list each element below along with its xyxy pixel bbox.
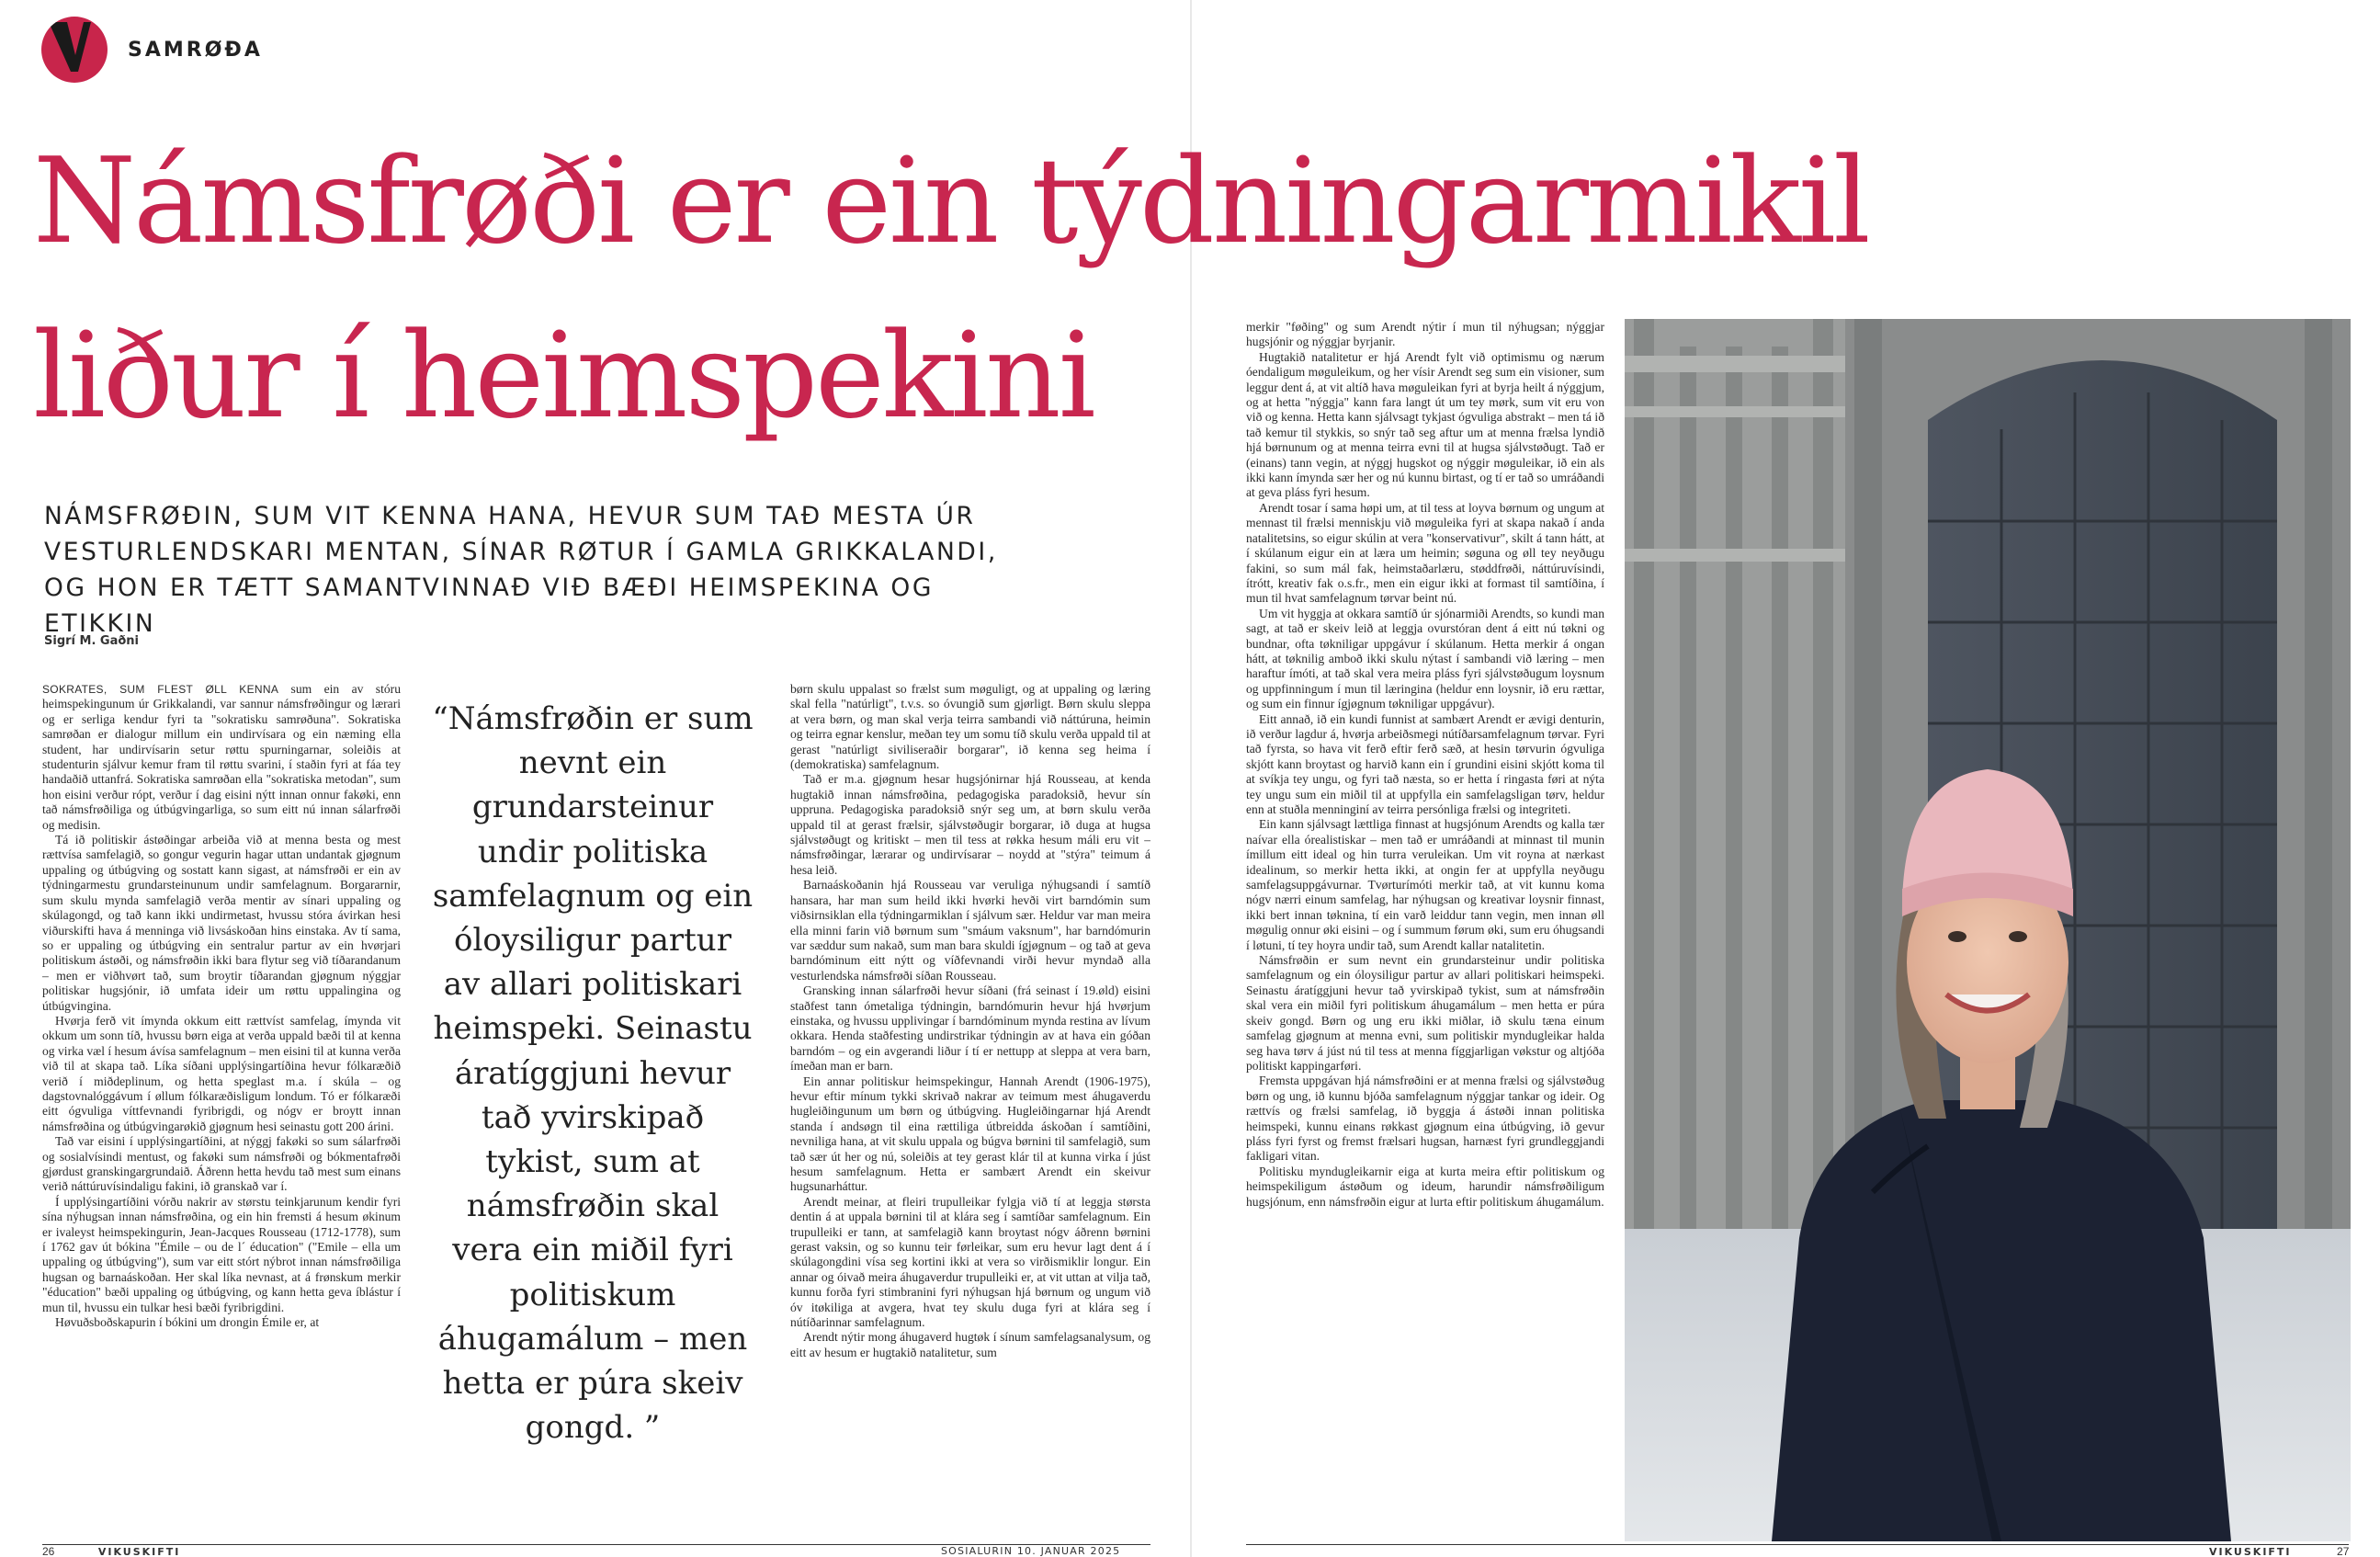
body-column-3 bbox=[1246, 320, 1604, 1531]
body-paragraph: Ein kann sjálvsagt lættliga finnast at hugsjónum Arendts og kalla tær naívar ella órealistiskar – men tað er umráðandi at minnast til munin ímillum eitt ideal og hin turra veruleikan. Um vit royna at nærkast idealinum, so merkir hetta ikki, at ongin fer at uppfylla neyðugu samfelagsuppgávurnar. Tvørturímóti merkir tað, at vit kunnu koma nógv nærri einum samfelag, har nýhugsan og kreativar loysnir finnast, ikki bert innan tøknina, tí ein varð leiddur tann vegin, men innan øll møgulig onnur øki eisini – og í summum førum øki, sum eru óhugsandi í løtuni, tí tey hoyra undir tað, sum Arendt kallar natalitetin. bbox=[1246, 817, 1604, 952]
publication-title-left: VIKUSKIFTI bbox=[97, 1546, 181, 1557]
portrait-illustration bbox=[1625, 319, 2351, 1541]
page-number-left: 26 bbox=[42, 1545, 55, 1557]
footer-right bbox=[2209, 1545, 2349, 1557]
page-number-right: 27 bbox=[2337, 1545, 2350, 1557]
section-label: SAMRØÐA bbox=[128, 38, 263, 62]
publication-title-right: VIKUSKIFTI bbox=[2209, 1546, 2292, 1557]
body-paragraph: Ein annar politiskur heimspekingur, Hannah Arendt (1906-1975), hevur eftir mínum tykki skrivað nakrar av teimum mest áhugaverdu hugleiðingunum um børn og útbúgving. Hugleiðingarnar hjá Arendt standa í andsøgn til eina rættiliga útbreidda áskoðan í samtíðini, nevniliga hana, at vit skulu uppala og búgva børnini til samfelagið, sum tað sær út her og nú, soleiðis at tey gerast klár til at kunna virka í júst hesum samfelagnum. Hetta er sambært Arendt ein skeivur hugsunarháttur. bbox=[790, 1074, 1150, 1194]
body-paragraph: børn skulu uppalast so frælst sum møguligt, og at uppaling og læring skal fella "natúrligt", t.v.s. so óvungið sum gjørligt. Børn skulu sleppa at vera børn, og man skal verja teirra sambandi við náttúruna, heimin og teirra egnar kenslur, meðan tey um somu tíð skulu verða uppald til at gerast "natúrligt siviliseraðir borgarar", ið kenna seg heima í (demokratiska) samfelagnum. bbox=[790, 682, 1150, 772]
body-paragraph: Um vit hyggja at okkara samtíð úr sjónarmiði Arendts, so kundi man sagt, at tað er skeiv leið at leggja ovurstóran dent á eitt nú tøkni og bundnar, ofta tøkniligar uppgávur í skúlanum. Hetta merkir á ongan hátt, at tøknilig amboð ikki skulu nýtast í sambandi við læring – men haraftur ímóti, at tað skal vera meira pláss fyri sjálvstøðugum loysnum og uppfinningum í mun til læringina (heldur enn loysnir, ið eru rættar, og sum ein finnur ígjøgnum tøkniligar uppgávur). bbox=[1246, 606, 1604, 711]
body-column-1 bbox=[42, 682, 401, 1532]
body-paragraph: Tað er m.a. gjøgnum hesar hugsjónirnar hjá Rousseau, at kenda hugtakið innan námsfrøðina, pedagogiska paradoksið, hevur sín uppruna. Pedagogiska paradoksið snýr seg um, at børn skulu verða uppald til at gerast frælsir, sjálvstøðugir borgarar, ið duga at hugsa sjálvstøðugt og kritiskt – men til tess at røkka hesum máli eru vit – námsfrøðingar, lærarar og undirvísarar – noydd at "stýra" teimum á hesa leið. bbox=[790, 772, 1150, 877]
footer-left bbox=[42, 1545, 180, 1557]
body-paragraph: Politisku myndugleikarnir eiga at kurta meira eftir politiskum og heimspekiligum ástøðum og ideum, harundir námsfrøðiligum hugsjónum, enn námsfrøðin eigur at lurta eftir politiskum áhugamálum. bbox=[1246, 1164, 1604, 1209]
body-paragraph: Gransking innan sálarfrøði hevur síðani (frá seinast í 19.øld) eisini staðfest tann ómetaliga týdningin, barndómurin hevur hjá hvørjum einstaka, og hvussu upplivingar í barndóminum mynda restina av lívum okkara. Henda staðfesting undirstrikar týdningin av at hava ein góðan barndóm – og ein avgerandi liður í tí er nettupp at sleppa at vera barn, ímeðan man er barn. bbox=[790, 983, 1150, 1074]
body-paragraph: Arendt tosar í sama høpi um, at til tess at loyva børnum og ungum at mennast til frælsi menniskju við møguleika fyri at skapa nakað í anda natalitetsins, so eigur skúlin at vera "konservativur", skilt á tann hátt, at í skúlanum eigur ein at læra um heimin; søguna og øll tey neyðugu fakini, so sum mál fak, heimstaðarlæru, støddfrøði, náttúruvísindi, ítrótt, kreativ fak o.s.fr., men ein eigur ikki at formast til samtíðina, í mun til hvat samfelagnum tørvar beint nú. bbox=[1246, 500, 1604, 606]
body-paragraph: Í upplýsingartíðini vórðu nakrir av størstu teinkjarunum kendir fyri sína nýhugsan innan námsfrøðina, og ein hin fremsti á hesum økinum er ivaleyst heimspekingurin, Jean-Jacques Rousseau (1712-1778), sum í 1762 gav út bókina "Émile – ou de l´ éducation" ("Emile – ella um uppaling og útbúgving"), sum var eitt stórt nýbrot innan námsfrøðiliga hugsan og barnaáskoðan. Her skal líka nevnast, at á frønskum merkir "éducation" bæði uppaling og útbúgving, og kann hetta geva íblástur í mun til, hvussu ein tulkar hesi bæði fyribrigdini. bbox=[42, 1194, 401, 1314]
author-photo bbox=[1625, 319, 2351, 1541]
body-paragraph: Høvuðsboðskapurin í bókini um drongin Émile er, at bbox=[55, 1315, 320, 1330]
body-paragraph: Hvørja ferð vit ímynda okkum eitt rættvíst samfelag, ímynda vit okkum um sonn tíð, hvussu børn eiga at verða uppald bæði til at kenna og virka væl í hesum ávísa samfelagnum – men eisini til at kunna verða við til at skapa tað. Líka síðani upplýsingartíðina hevur fólkaræðið verið í miðdeplinum, og hetta speglast m.a. í skúla – og dagstovnalóggávum í øllum fólkaræðisligum londum. Tó er fólkaræði eitt ógvuliga víttfevnandi fyribrigdi, og nógv er broytt innan námsfrøðina og útbúgvingarøkið gjøgnum hesi seinastu gott 200 árini. bbox=[42, 1013, 401, 1133]
body-paragraph: Eitt annað, ið ein kundi funnist at sambært Arendt er ævigi denturin, ið verður lagdur á, hvørja arbeiðsmegi nútíðarsamfelagnum tørvar. Fyri tað fyrsta, so hava vit ferð eftir ferð sæð, at hesin tørvurin ógvuliga skjótt kann broytast og harvið kann ein í grundini eisini skjótt koma til at svíkja tey ungu, og fyri tað næsta, so er hetta í ringasta føri at nýta tey ungu sum ein miðil til at uppfylla ein samfelagsligan tørv, heldur enn at stuðla menninginí av teirra persónliga frælsi og integriteti. bbox=[1246, 711, 1604, 816]
body-paragraph: SOKRATES, SUM FLEST ØLL KENNA sum ein av stóru heimspekingunum úr Grikkalandi, var sannur námsfrøðingur og lærari og er serliga kendur fyri ta "sokratisku samrøðuna". Sokratiska samrøðan er dialogur millum ein undirvísara og ein næming ella student, har undirvísarin setur røttu spurningarnar, soleiðis at studenturin sjálvur kemur fram til røttu svarini, í staðin fyri at fáa tey handaðið uttanfrá. Sokratiska samrøðan ella "sokratiska metodan", sum hon eisini verður rópt, verður í dag eisini nýtt innan onnur fakøki, enn tað námsfrøðiliga og útbúgvingarliga, so sum eitt nú innan sálarfrøði og medisin. bbox=[42, 682, 401, 832]
body-paragraph: Tað var eisini í upplýsingartíðini, at nýggj fakøki so sum sálarfrøði og sosialvísindi mentust, og fakøki sum námsfrøði og bókmentafrøði gjørdust granskingargrundaið. Áðrenn hetta hevdu tað mest sum einans verið náttúruvísindaligu fakini, ið granskað var í. bbox=[42, 1134, 401, 1194]
body-paragraph: Arendt nýtir mong áhugaverd hugtøk í sínum samfelagsanalysum, og eitt av hesum er hugtakið natalitetur, sum bbox=[790, 1330, 1150, 1359]
body-paragraph: Fremsta uppgávan hjá námsfrøðini er at menna frælsi og sjálvstøðug børn og ung, ið kunnu bjóða samfelagnum nýggjar tankar og ideir. Og rættvís og frælsi samfelag, ið byggja á ástøði innan politiska heimspeki, kunnu einans røkkast gjøgnum eina útbúgving, ið gevur pláss fyri fyrst og fremst frælsari hugsan, harnæst fyri grundleggjandi fakligari vitan. bbox=[1246, 1074, 1604, 1164]
body-column-2 bbox=[790, 682, 1150, 1532]
body-paragraph: Tá ið politiskir ástøðingar arbeiða við at menna besta og mest rættvísa samfelagið, so gongur vegurin hagar uttan undantak gjøgnum uppaling og útbúgving og sostatt kann sigast, at námsfrøði er ein av týdningarmestu grundarsteinunum undir samfelagnum. Borgararnir, sum skulu mynda samfelagið verða mentir av sínari uppaling og skúlagongd, og tað kann ikki undirmetast, hvussu stóra ávirkan hesi viðurskifti hava á menninga við livsáskoðan hins einstaka. Av tí sama, so er uppaling og útbúgving ein sentralur partur av ein hvørjari politiskum ástøði, og námsfrøðin ikki bara flytur seg við tíðarandanum – men er viðhvørt tað, sum broytir tíðarandan gjøgnum nýggjar politiskar hugsjónir, ið umfata ideir um røttu uppalingina og útbúgvingina. bbox=[42, 833, 401, 1013]
footer-rule-right bbox=[1246, 1544, 2349, 1545]
pull-quote: “Námsfrøðin er sum nevnt ein grundarsteinur undir politiska samfelagnum og ein óloysiligur partur av allari politiskari heimspeki. Seinastu áratíggjuni hevur tað yvirskipað tykist, sum at námsfrøðin skal vera ein miðil fyri politiskum áhugamálum – men hetta er púra skeiv gongd. ” bbox=[432, 700, 754, 1447]
issue-date: SOSIALURIN 10. JANUAR 2025 bbox=[941, 1545, 1121, 1557]
body-paragraph: merkir "føðing" og sum Arendt nýtir í mun til nýhugsan; nýggjar hugsjónir og nýggjar byrjanir. bbox=[1246, 320, 1604, 349]
body-paragraph: Barnaáskoðanin hjá Rousseau var veruliga nýhugsandi í samtíð hansara, har man sum heild ikki hvørki hevði virt barndómin sum viðsirnsiklan ella týdningarmiklan í sjálvum sær. Heldur var man meira ella minni farin við børnum sum "smáum vaksnum", har barndómurin var sæddur sum nakað, sum man bara skuldi ígjøgnum – og tað at geva barndóminum eitt nýtt og víðfevnandi virði hevur myndað alla vesturlendska námsfrøði síðan Rousseau. bbox=[790, 878, 1150, 983]
lead-in: SOKRATES, SUM FLEST ØLL KENNA bbox=[42, 683, 279, 696]
v-logo-icon bbox=[41, 17, 108, 83]
section-logo bbox=[41, 17, 108, 83]
body-paragraph: Námsfrøðin er sum nevnt ein grundarsteinur undir politiska samfelagnum og ein óloysiligur partur av allari politiskari heimspeki. Seinastu áratíggjuni hevur tað yvirskipað tykist, sum at námsfrøðin skal vera ein miðil fyri politiskum áhugamálum – men hetta er púra skeiv gongd. Børn og ung eru ikki miðlar, ið skulu tæna einum samfelag gjøgnum at menna evni, sum politiskir myndugleikar halda seg hava tørv á júst nú til tess at menna fíggjarligan vøkstur og altjóða politiskt kappingarføri. bbox=[1246, 953, 1604, 1073]
section-header bbox=[41, 17, 263, 83]
byline: Sigrí M. Gaðni bbox=[44, 634, 140, 648]
body-paragraph: Arendt meinar, at fleiri trupulleikar fylgja við tí at leggja størsta dentin á at uppala børnini til at klára seg í samtíðar samfelagnum. Ein trupulleiki er tann, at samfelagið kann broytast nógv áðrenn børnini gerast vaksin, og so kunnu teir førleikar, sum eru hevur lagt dent á í skúlagongdini vísa seg kortini ikki at vera so virðismiklir longur. Ein annar og óivað meira áhugaverdur trupulleiki er, at vit uttan at vilja tað, kunnu forða fyri stimbranini fyri nýhugsan hjá børnum og ungum við óv itøkiliga at avgera, hvat tey skulu duga fyri at klára seg í nútíðarinnar samfelagnum. bbox=[790, 1194, 1150, 1330]
deck: NÁMSFRØÐIN, SUM VIT KENNA HANA, HEVUR SUM TAÐ MESTA ÚR VESTURLENDSKARI MENTAN, SÍNAR RØTUR Í GAMLA GRIKKALANDI, OG HON ER TÆTT SAMANTVINNAÐ VIÐ BÆÐI HEIMSPEKINA OG ETIKKIN bbox=[44, 502, 998, 638]
headline: Námsfrøði er ein týdningarmikil liður í heimspekini bbox=[33, 133, 1868, 445]
body-paragraph: Hugtakið natalitetur er hjá Arendt fylt við optimismu og nærum óendaligum møguleikum, og her vísir Arendt seg sum ein visioner, sum leggur dent á, at vit altíð hava møguleikan fyri at byrja heilt á nýggjum, og at hetta "nýggja" kann fara langt út um tey mørk, sum vit eru von við og kenna. Hetta kann sjálvsagt tykjast ógvuliga abstrakt – men tá ið tað kemur til stykkis, so snýr tað seg aftur um at menna frælsa lyndið hjá børnunum og at menna teirra evni til at hugsa sjálvstøðugt. Tað er (einans) tann vegin, at nýggj hugskot og nýggir møguleikar, ið ein als ikki kann ímynda sær her og nú kunnu birtast, og tí er tað so umráðandi at geva pláss fyri hesum. bbox=[1246, 349, 1604, 500]
